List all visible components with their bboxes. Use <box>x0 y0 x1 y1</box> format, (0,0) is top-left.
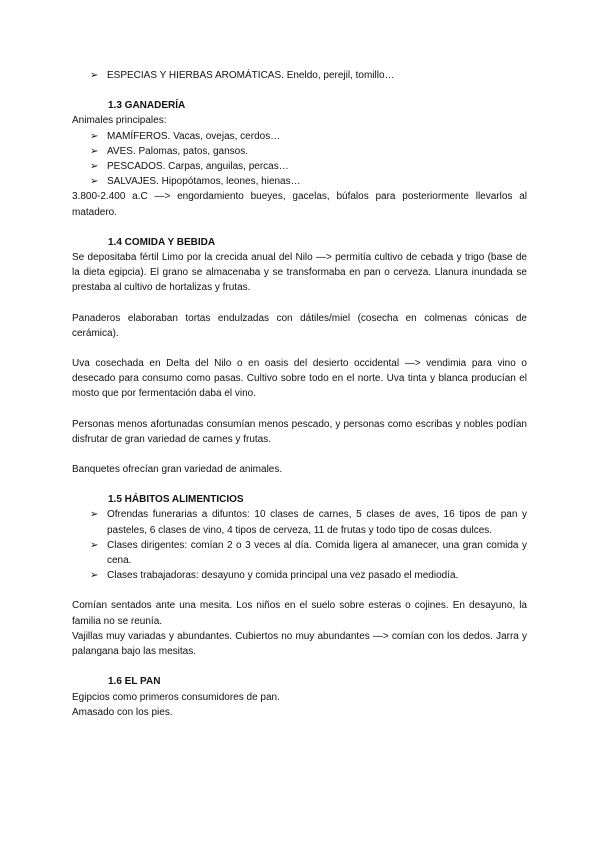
list-item-text: Clases trabajadoras: desayuno y comida principal una vez pasado el mediodía. <box>107 570 459 582</box>
list-item <box>90 144 527 159</box>
list-item <box>90 174 527 189</box>
paragraph: 3.800-2.400 a.C —> engordamiento bueyes, gacelas, búfalos para posteriormente llevarlos al matadero. <box>72 191 527 218</box>
paragraph: Egipcios como primeros consumidores de pan. <box>72 691 280 703</box>
section-heading: 1.5 HÁBITOS ALIMENTICIOS <box>108 494 244 506</box>
arrow-bullet-icon: ➢ <box>90 161 99 173</box>
list-item <box>90 68 527 83</box>
arrow-bullet-icon: ➢ <box>90 176 99 188</box>
list-item-text: Ofrendas funerarias a difuntos: 10 clases de carnes, 5 clases de aves, 16 tipos de pan y pasteles, 6 clases de vino, 4 tipos de cerveza, 11 de frutas y todo tipo de cosas dulces. <box>107 509 527 536</box>
list-item-text: AVES. Palomas, patos, gansos. <box>107 145 249 157</box>
list-item <box>90 507 527 537</box>
section-heading: 1.3 GANADERÍA <box>108 100 186 112</box>
arrow-bullet-icon: ➢ <box>90 70 99 81</box>
paragraph: Comían sentados ante una mesita. Los niños en el suelo sobre esteras o cojines. En desayuno, la familia no se reunía. <box>72 600 527 627</box>
list-item-text: Clases dirigentes: comían 2 o 3 veces al día. Comida ligera al amanecer, una gran comida y cena. <box>107 539 527 567</box>
arrow-bullet-icon: ➢ <box>90 145 99 157</box>
arrow-bullet-icon: ➢ <box>90 570 99 582</box>
paragraph: Panaderos elaboraban tortas endulzadas con dátiles/miel (cosecha en colmenas cónicas de cerámica). <box>72 312 527 339</box>
paragraph: Amasado con los pies. <box>72 706 173 718</box>
paragraph: Se depositaba fértil Limo por la crecida anual del Nilo —> permitía cultivo de cebada y trigo (base de la dieta egipcia). El grano se almacenaba y se transformaba en pan o cerveza. Llanura inundada se prestaba al cultivo de hortalizas y frutas. <box>72 252 527 294</box>
list-item <box>90 129 527 144</box>
list-item-text: SALVAJES. Hipopótamos, leones, hienas… <box>107 176 301 188</box>
document-body <box>72 68 527 720</box>
arrow-bullet-icon: ➢ <box>90 130 99 142</box>
list-item <box>90 159 527 174</box>
paragraph: Banquetes ofrecían gran variedad de animales. <box>72 464 283 476</box>
paragraph: Personas menos afortunadas consumían menos pescado, y personas como escribas y nobles podían disfrutar de gran variedad de carnes y frutas. <box>72 418 527 445</box>
paragraph: Animales principales: <box>72 115 167 127</box>
section-heading: 1.6 EL PAN <box>108 676 161 688</box>
paragraph: Vajillas muy variadas y abundantes. Cubiertos no muy abundantes —> comían con los dedos. Jarra y palangana bajo las mesitas. <box>72 630 527 658</box>
list-item <box>90 568 527 583</box>
section-heading: 1.4 COMIDA Y BEBIDA <box>108 236 216 248</box>
list-item <box>90 538 527 568</box>
arrow-bullet-icon: ➢ <box>90 539 99 551</box>
list-item-text: ESPECIAS Y HIERBAS AROMÁTICAS. Eneldo, perejil, tomillo… <box>107 70 395 81</box>
paragraph: Uva cosechada en Delta del Nilo o en oasis del desierto occidental —> vendimia para vino o desecado para consumo como pasas. Cultivo sobre todo en el norte. Uva tinta y blanca producían el mosto que por fermentación daba el vino. <box>72 358 527 400</box>
list-item-text: PESCADOS. Carpas, anguilas, percas… <box>107 161 289 173</box>
arrow-bullet-icon: ➢ <box>90 509 99 521</box>
list-item-text: MAMÍFEROS. Vacas, ovejas, cerdos… <box>107 130 281 142</box>
